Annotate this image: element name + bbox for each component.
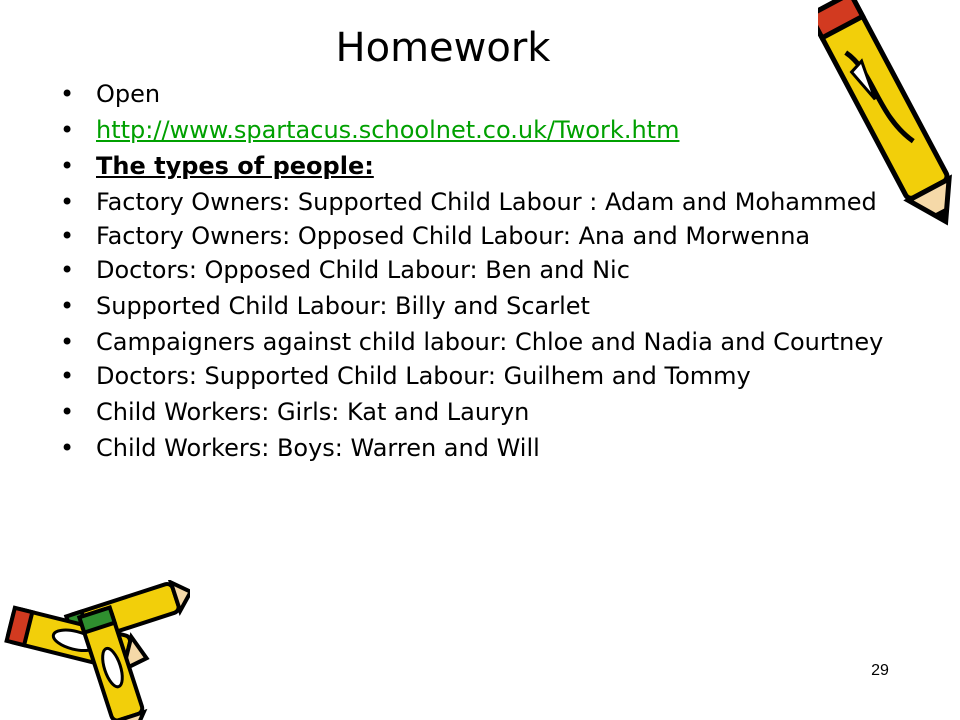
bullet-text: Child Workers: Boys: Warren and Will	[96, 434, 540, 462]
list-item: • Child Workers: Boys: Warren and Will	[60, 434, 540, 462]
bullet-text: Child Workers: Girls: Kat and Lauryn	[96, 398, 530, 426]
list-item: • Doctors: Opposed Child Labour: Ben and Nic	[60, 256, 630, 284]
list-item: • Open	[60, 80, 161, 108]
page-number: 29	[871, 662, 889, 679]
bullet-text: Supported Child Labour: Billy and Scarlet	[96, 292, 590, 320]
bullet-text: Factory Owners: Opposed Child Labour: Ana and Morwenna	[96, 222, 811, 250]
slide-title: Homework	[335, 25, 551, 71]
bullet-text: Doctors: Opposed Child Labour: Ben and Nic	[96, 256, 630, 284]
list-item: • Factory Owners: Opposed Child Labour: Ana and Morwenna	[60, 222, 811, 250]
bullet-text: Factory Owners: Supported Child Labour : Adam and Mohammed	[96, 188, 877, 216]
list-item: • http://www.spartacus.schoolnet.co.uk/Twork.htm	[60, 116, 680, 144]
bullet-list	[60, 82, 910, 472]
crayons-icon	[0, 580, 190, 720]
list-item: • Supported Child Labour: Billy and Scarlet	[60, 292, 590, 320]
section-heading: The types of people:	[96, 152, 374, 180]
bullet-text: Doctors: Supported Child Labour: Guilhem and Tommy	[96, 362, 751, 390]
pencil-icon	[818, 0, 960, 230]
list-item: • Factory Owners: Supported Child Labour : Adam and Mohammed	[60, 188, 877, 216]
bullet-text: Campaigners against child labour: Chloe and Nadia and Courtney	[96, 328, 884, 356]
list-item: • Child Workers: Girls: Kat and Lauryn	[60, 398, 530, 426]
bullet-text: Open	[96, 80, 161, 108]
list-item: • Campaigners against child labour: Chloe and Nadia and Courtney	[60, 328, 884, 356]
spartacus-link[interactable]: http://www.spartacus.schoolnet.co.uk/Twork.htm	[96, 116, 680, 144]
list-item: • Doctors: Supported Child Labour: Guilhem and Tommy	[60, 362, 751, 390]
list-item: • The types of people:	[60, 152, 374, 180]
